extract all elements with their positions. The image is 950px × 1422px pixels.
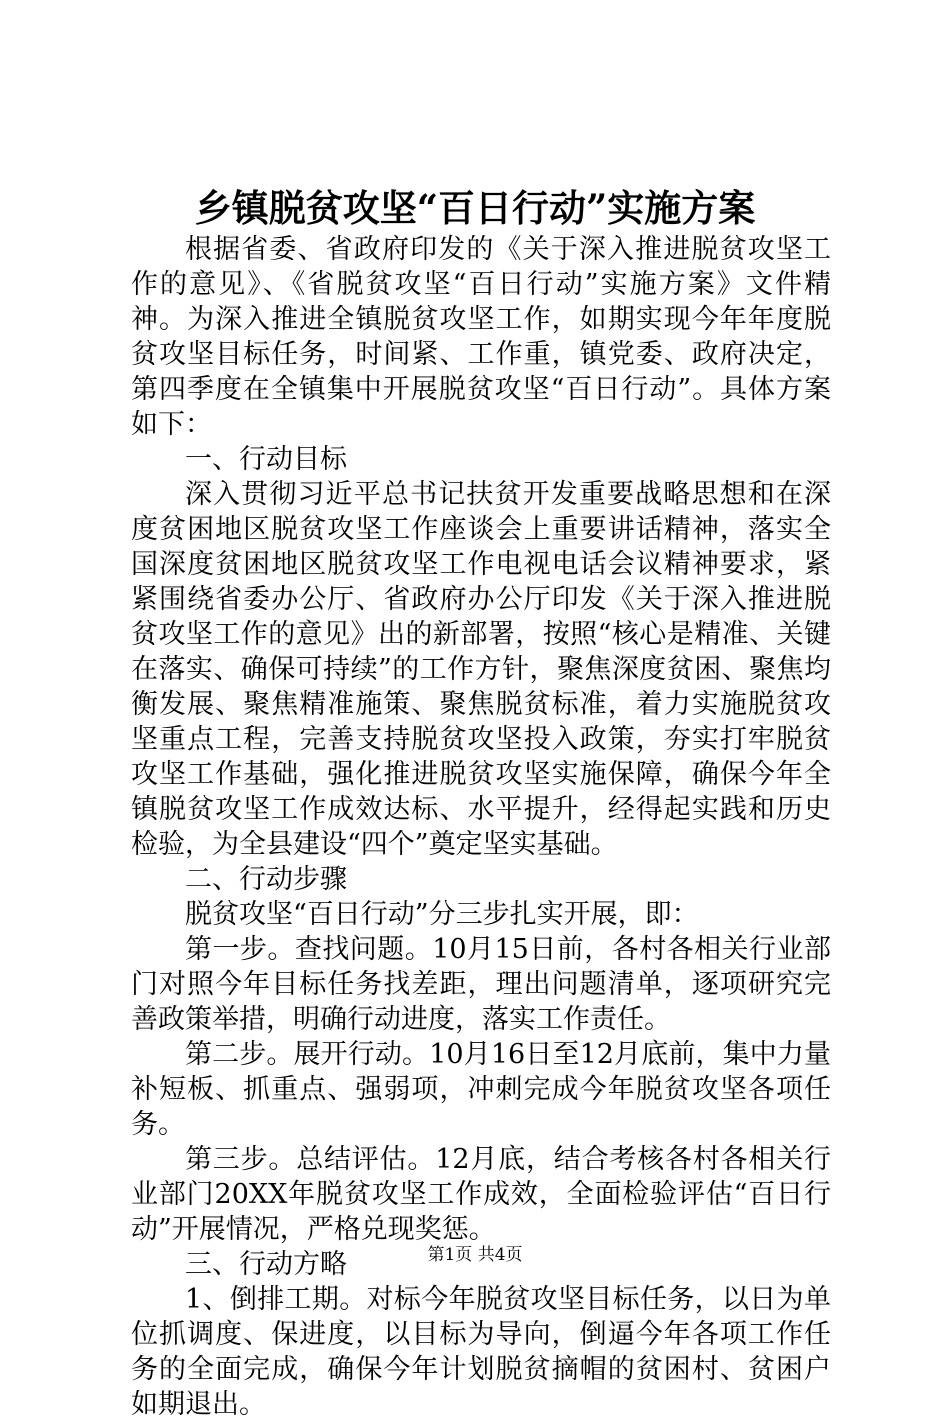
paragraph-intro: 根据省委、省政府印发的《关于深入推进脱贫攻坚工作的意见》、《省脱贫攻坚“百日行动”实施方案》文件精神。为深入推进全镇脱贫攻坚工作，如期实现今年年度脱贫攻坚目标任务，时间紧、工作重，镇党委、政府决定，第四季度在全镇集中开展脱贫攻坚“百日行动”。具体方案如下： — [131, 234, 831, 440]
section-heading-strategy: 三、行动方略 — [185, 1249, 347, 1280]
page-footer: 第1页 共4页 — [427, 1245, 523, 1265]
section-heading-goals: 一、行动目标 — [185, 444, 347, 475]
paragraph-step-three: 第三步。总结评估。12月底，结合考核各村各相关行业部门20XX年脱贫攻坚工作成效，全面检验评估“百日行动”开展情况，严格兑现奖惩。 — [131, 1144, 831, 1245]
paragraph-step-two: 第二步。展开行动。10月16日至12月底前，集中力量补短板、抓重点、强弱项，冲刺完成今年脱贫攻坚各项任务。 — [131, 1039, 831, 1140]
paragraph-steps-intro: 脱贫攻坚“百日行动”分三步扎实开展，即： — [185, 899, 699, 930]
paragraph-strategy-one: 1、倒排工期。对标今年脱贫攻坚目标任务，以日为单位抓调度、保进度，以目标为导向，倒逼今年各项工作任务的全面完成，确保今年计划脱贫摘帽的贫困村、贫困户如期退出。 — [131, 1284, 831, 1420]
paragraph-step-one: 第一步。查找问题。10月15日前，各村各相关行业部门对照今年目标任务找差距，理出问题清单，逐项研究完善政策举措，明确行动进度，落实工作责任。 — [131, 934, 831, 1035]
document-title: 乡镇脱贫攻坚“百日行动”实施方案 — [194, 186, 756, 230]
section-heading-steps: 二、行动步骤 — [185, 864, 347, 895]
paragraph-goals: 深入贯彻习近平总书记扶贫开发重要战略思想和在深度贫困地区脱贫攻坚工作座谈会上重要讲话精神，落实全国深度贫困地区脱贫攻坚工作电视电话会议精神要求，紧紧围绕省委办公厅、省政府办公厅印发《关于深入推进脱贫攻坚工作的意见》出的新部署，按照“核心是精准、关键在落实、确保可持续”的工作方针，聚焦深度贫困、聚焦均衡发展、聚焦精准施策、聚焦脱贫标准，着力实施脱贫攻坚重点工程，完善支持脱贫攻坚投入政策，夯实打牢脱贫攻坚工作基础，强化推进脱贫攻坚实施保障，确保今年全镇脱贫攻坚工作成效达标、水平提升，经得起实践和历史检验，为全县建设“四个”奠定坚实基础。 — [131, 479, 831, 860]
